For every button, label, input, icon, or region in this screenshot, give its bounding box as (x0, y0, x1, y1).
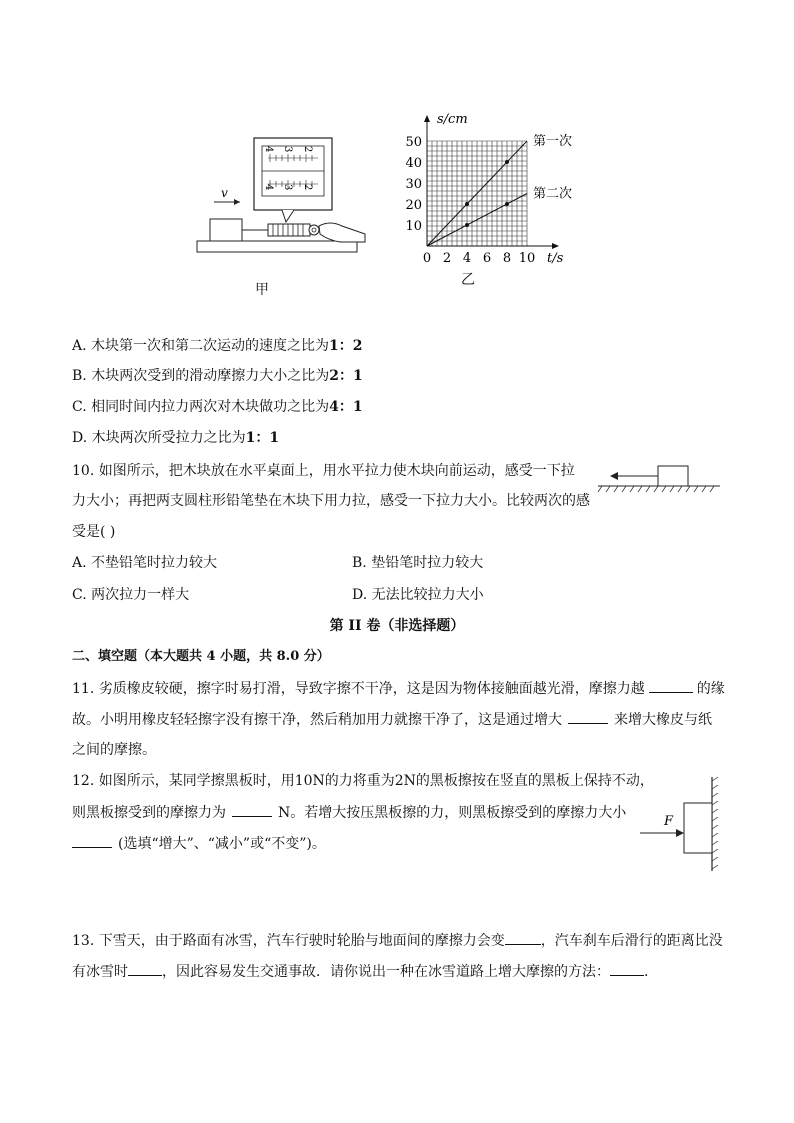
q13-blank-3[interactable] (610, 961, 644, 976)
x-tick-label: 8 (502, 251, 512, 266)
scale-bottom-label-2: 2 (302, 184, 313, 191)
section-heading: 二、填空题（本大题共 4 小题，共 8.0 分） (72, 649, 330, 664)
series-label-2: 第二次 (533, 186, 573, 202)
q10-option-a[interactable] (72, 553, 217, 573)
q9-option-b[interactable] (72, 366, 363, 386)
q10-stem-line3: 受是( ) (72, 524, 116, 540)
x-tick-label: 10 (518, 251, 536, 266)
y-tick-label: 20 (405, 198, 422, 213)
data-point (465, 202, 469, 206)
option-letter: D. (352, 587, 368, 603)
scale-top-label-4: 4 (263, 146, 274, 153)
velocity-label: v (221, 186, 228, 200)
q9-option-d[interactable] (72, 428, 279, 448)
q12-line2 (72, 802, 626, 823)
q12-text: 则黑板擦受到的摩擦力为 (72, 805, 226, 821)
option-text: 相同时间内拉力两次对木块做功之比为 (91, 399, 330, 415)
q12-line3 (72, 833, 326, 854)
q12-blank-2[interactable] (72, 833, 112, 848)
q13-text: ，因此容易发生交通事故．请你说出一种在冰雪道路上增大摩擦的方法： (162, 964, 610, 980)
q10-figure (596, 462, 722, 496)
option-letter: A. (72, 338, 87, 354)
scale-bottom-label-3: 3 (282, 184, 293, 191)
q12-text: N。若增大按压黑板擦的力，则黑板擦受到的摩擦力大小 (278, 805, 627, 821)
option-letter: B. (72, 368, 87, 384)
q11-line2 (72, 709, 712, 730)
option-ratio: 1：1 (245, 430, 280, 446)
q12-figure (634, 775, 726, 875)
y-tick-label: 30 (405, 177, 422, 192)
y-tick-label: 10 (405, 219, 422, 234)
option-letter: B. (352, 555, 367, 571)
y-axis-arrow (424, 115, 430, 122)
q13-text: ，汽车刹车后滑行的距离比没 (540, 933, 723, 949)
option-text: 垫铅笔时拉力较大 (371, 555, 484, 571)
data-point (465, 223, 469, 227)
q12-line1: 12. 如图所示，某同学擦黑板时，用10N的力将重为2N的黑板擦按在竖直的黑板上保持不动， (72, 773, 654, 789)
figure-jia-caption: 甲 (255, 282, 269, 298)
q13-text: 13. 下雪天，由于路面有冰雪，汽车行驶时轮胎与地面间的摩擦力会变 (72, 933, 505, 949)
option-text: 无法比较拉力大小 (371, 587, 484, 603)
x-tick-label: 2 (442, 251, 452, 266)
q13-text: . (644, 964, 649, 980)
q9-option-c[interactable] (72, 397, 363, 417)
option-text: 木块第一次和第二次运动的速度之比为 (91, 338, 330, 354)
q11-text: 来增大橡皮与纸 (614, 712, 712, 728)
q12-text: (选填“增大”、“减小”或“不变”)。 (118, 836, 326, 852)
q12-blank-1[interactable] (232, 802, 272, 817)
option-letter: A. (72, 555, 87, 571)
x-tick-label: 0 (422, 251, 432, 266)
q11-line1 (72, 678, 725, 699)
q11-blank-1[interactable] (649, 678, 693, 693)
q10-option-d[interactable] (352, 585, 484, 605)
q10-option-b[interactable] (352, 553, 483, 573)
y-tick-label: 50 (405, 135, 422, 150)
q13-line2 (72, 961, 648, 982)
scale-top-label-2: 2 (302, 146, 313, 153)
q13-blank-1[interactable] (505, 930, 541, 945)
q11-text: 的缘 (696, 681, 725, 697)
q11-text: 故。小明用橡皮轻轻擦字没有擦干净，然后稍加用力就擦干净了，这是通过增大 (72, 712, 562, 728)
option-text: 木块两次所受拉力之比为 (91, 430, 246, 446)
series-label-1: 第一次 (533, 134, 573, 149)
q10-stem-line1: 10. 如图所示，把木块放在水平桌面上，用水平拉力使木块向前运动，感受一下拉 (72, 463, 575, 479)
q11-blank-2[interactable] (568, 709, 608, 724)
x-axis-arrow (552, 243, 559, 249)
q13-line1 (72, 930, 723, 951)
option-ratio: 2：1 (329, 368, 363, 384)
option-text: 不垫铅笔时拉力较大 (91, 555, 218, 571)
option-text: 木块两次受到的滑动摩擦力大小之比为 (91, 368, 330, 384)
option-letter: C. (72, 587, 87, 603)
q13-text: 有冰雪时 (72, 964, 128, 980)
option-letter: C. (72, 399, 87, 415)
data-point (505, 160, 509, 164)
figure-yi-chart (395, 105, 595, 285)
part-title: 第 II 卷（非选择题） (329, 618, 465, 634)
figure-jia (190, 130, 375, 265)
q10-option-c[interactable] (72, 585, 189, 605)
scale-top-label-3: 3 (282, 146, 293, 153)
option-text: 两次拉力一样大 (91, 587, 190, 603)
x-tick-label: 4 (462, 251, 472, 266)
q11-text: 11. 劣质橡皮较硬，擦字时易打滑，导致字擦不干净，这是因为物体接触面越光滑，摩擦力越 (72, 681, 645, 697)
force-label: F (664, 814, 674, 829)
y-tick-label: 40 (405, 156, 422, 171)
option-ratio: 4：1 (329, 399, 363, 415)
scale-bottom-label-4: 4 (263, 184, 274, 191)
data-point (505, 202, 509, 206)
option-ratio: 1：2 (329, 338, 363, 354)
figure-yi-caption: 乙 (461, 272, 475, 288)
x-axis-label: t/s (547, 251, 564, 266)
q11-line3: 之间的摩擦。 (72, 742, 156, 758)
x-tick-label: 6 (482, 251, 492, 266)
option-letter: D. (72, 430, 88, 446)
q13-blank-2[interactable] (128, 961, 162, 976)
q9-option-a[interactable] (72, 336, 363, 356)
q10-stem-line2: 力大小；再把两支圆柱形铅笔垫在木块下用力拉，感受一下拉力大小。比较两次的感 (72, 493, 590, 509)
y-axis-label: s/cm (437, 112, 468, 127)
